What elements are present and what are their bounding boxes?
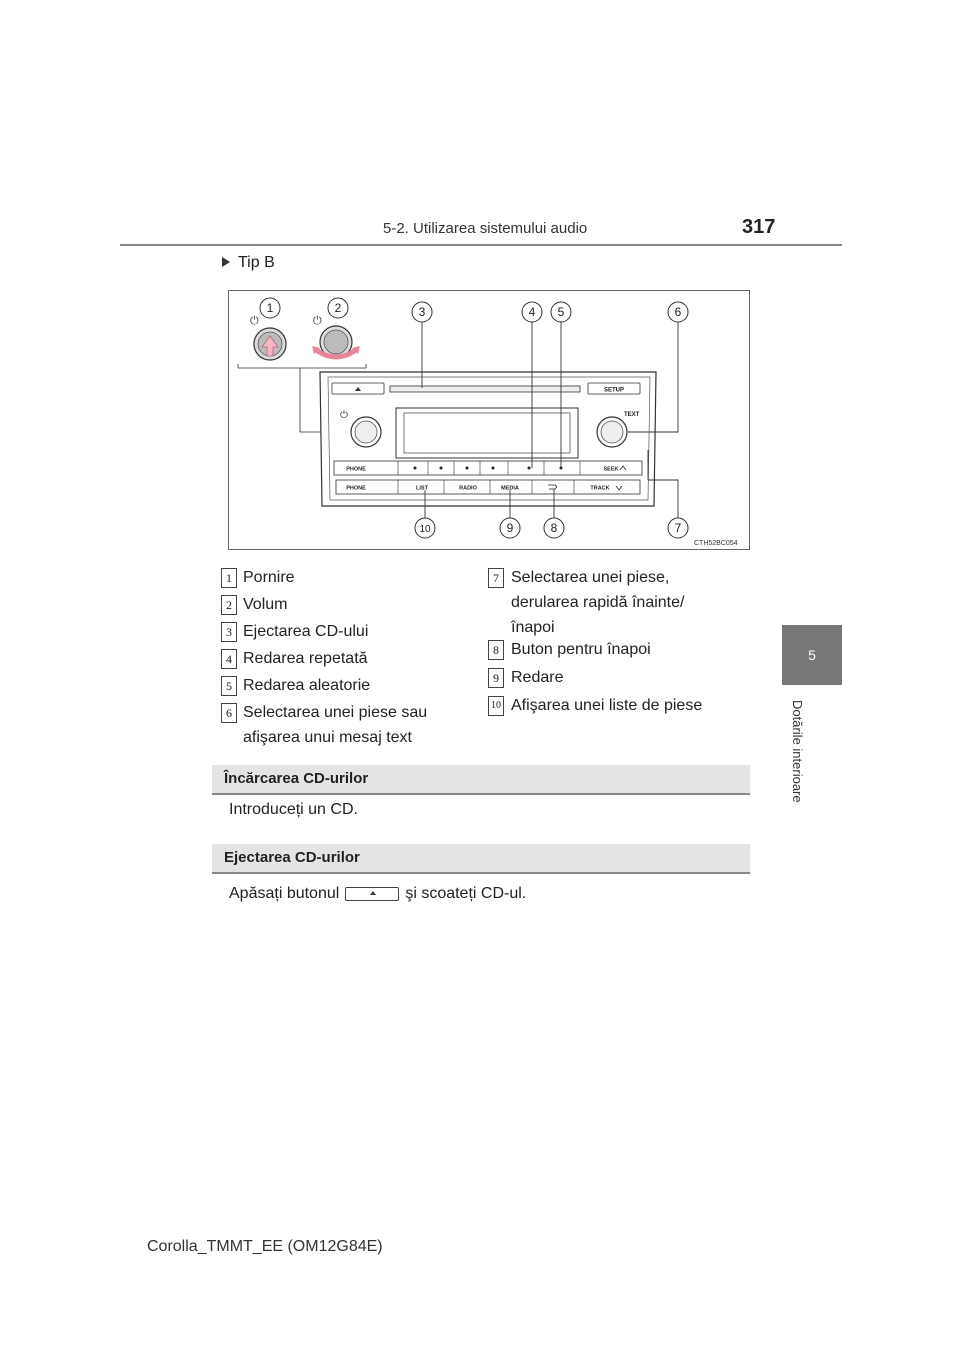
callout-10: 10	[419, 524, 431, 535]
header-section-title: 5-2. Utilizarea sistemului audio	[383, 220, 588, 237]
setup-label: SETUP	[603, 387, 625, 394]
seek-label: SEEK	[603, 466, 619, 473]
power-icon: ⏻	[250, 314, 259, 327]
callout-7: 7	[674, 521, 682, 535]
legend-item-10: Afişarea unei liste de piese	[511, 697, 703, 714]
phone-label-top: PHONE	[346, 466, 366, 473]
audio-unit-figure	[228, 290, 750, 550]
legend-num-1: 1	[221, 568, 237, 588]
power-icon-2: ⏻	[313, 314, 322, 327]
legend-num-5: 5	[221, 676, 237, 696]
callout-8: 8	[550, 521, 558, 535]
track-label: TRACK	[590, 485, 610, 492]
callout-2: 2	[334, 301, 342, 315]
legend-num-8: 8	[488, 640, 504, 660]
legend-item-9: Redare	[511, 669, 564, 686]
audio-unit-body	[320, 372, 656, 506]
variant-label	[222, 254, 275, 272]
callout-5: 5	[557, 305, 565, 319]
legend-item-4: Redarea repetată	[243, 650, 368, 667]
section-title-ejecting: Ejectarea CD-urilor	[224, 849, 360, 866]
section-body-loading: Introduceți un CD.	[229, 801, 358, 818]
legend-item-7-line2: derularea rapidă înainte/	[511, 594, 685, 611]
legend-item-1: Pornire	[243, 569, 295, 586]
radio-label: RADIO	[459, 485, 477, 492]
triangle-bullet-icon	[222, 257, 230, 267]
chapter-tab: 5	[782, 625, 842, 685]
button-row-top	[334, 461, 642, 475]
header-rule	[120, 244, 842, 246]
figure-code: CTH52BC054	[694, 540, 738, 547]
ejecting-text-after: şi scoateți CD-ul.	[405, 885, 527, 902]
legend-num-9: 9	[488, 668, 504, 688]
legend-num-4: 4	[221, 649, 237, 669]
cd-slot	[390, 386, 580, 392]
legend-item-7-line3: înapoi	[511, 619, 555, 636]
legend-item-5: Redarea aleatorie	[243, 677, 371, 694]
footer-document-code: Corolla_TMMT_EE (OM12G84E)	[147, 1238, 383, 1255]
callout-9: 9	[506, 521, 514, 535]
power-icon-3: ⏻	[340, 410, 348, 421]
legend-item-6-line2: afişarea unui mesaj text	[243, 729, 412, 746]
chapter-tab-label: Dotările interioare	[790, 700, 805, 803]
text-label: TEXT	[624, 412, 640, 418]
legend-item-6-line1: Selectarea unei piese sau	[243, 704, 428, 721]
callout-6: 6	[674, 305, 682, 319]
eject-inline-icon	[345, 887, 399, 901]
callout-4: 4	[528, 305, 536, 319]
legend-num-2: 2	[221, 595, 237, 615]
section-header-ejecting	[212, 844, 750, 874]
legend-num-3: 3	[221, 622, 237, 642]
legend-num-10: 10	[488, 696, 504, 716]
list-label: LIST	[416, 485, 428, 492]
display-screen	[404, 413, 570, 453]
callout-3: 3	[418, 305, 426, 319]
section-header-loading	[212, 765, 750, 795]
phone-label-bottom: PHONE	[346, 485, 366, 492]
page-number: 317	[742, 216, 776, 238]
legend-num-7: 7	[488, 568, 504, 588]
legend-item-3: Ejectarea CD-ului	[243, 623, 369, 640]
variant-label-text: Tip B	[238, 254, 275, 271]
media-label: MEDIA	[501, 485, 519, 492]
ejecting-text-before: Apăsați butonul	[229, 885, 340, 902]
legend-item-8: Buton pentru înapoi	[511, 641, 651, 658]
chapter-tab-label-wrap	[789, 700, 807, 820]
section-title-loading: Încărcarea CD-urilor	[224, 770, 369, 787]
legend-item-2: Volum	[243, 596, 288, 613]
legend-num-6: 6	[221, 703, 237, 723]
callout-1: 1	[266, 301, 274, 315]
legend-item-7-line1: Selectarea unei piese,	[511, 569, 670, 586]
section-body-ejecting	[229, 885, 526, 903]
